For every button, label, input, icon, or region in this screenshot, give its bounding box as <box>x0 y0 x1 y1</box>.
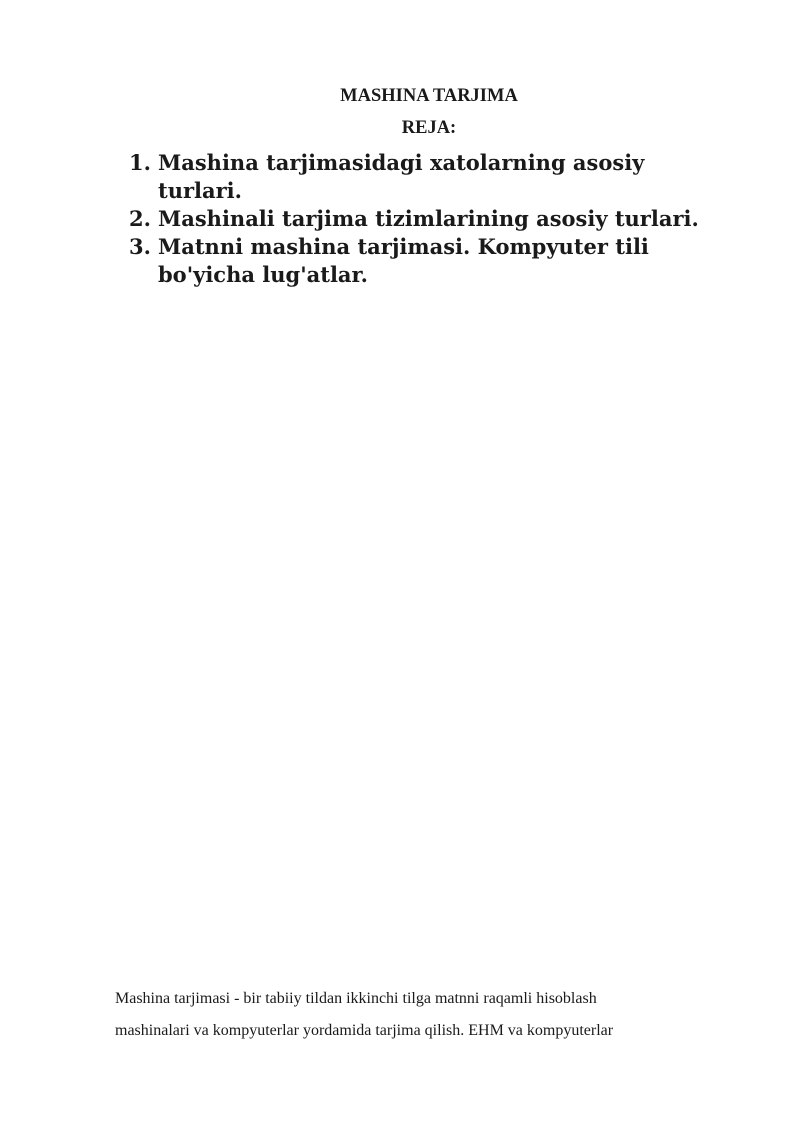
plan-item-number: 3. <box>129 234 151 259</box>
plan-item-number: 1. <box>129 150 151 175</box>
plan-item-text: Matnni mashina tarjimasi. Kompyuter tili bo'yicha lug'atlar. <box>158 234 649 287</box>
plan-item <box>129 233 709 289</box>
plan-list <box>129 149 709 289</box>
plan-item-text: Mashina tarjimasidagi xatolarning asosiy turlari. <box>158 150 645 203</box>
document-title: MASHINA TARJIMA <box>340 86 518 106</box>
body-paragraph <box>115 983 725 1047</box>
plan-item <box>129 205 709 233</box>
plan-item-number: 2. <box>129 206 151 231</box>
plan-heading: REJA: <box>401 118 457 138</box>
body-line: mashinalari va kompyuterlar yordamida tarjima qilish. EHM va kompyuterlar <box>115 1022 614 1039</box>
plan-item-text: Mashinali tarjima tizimlarining asosiy turlari. <box>158 206 699 231</box>
plan-item <box>129 149 709 205</box>
body-line: Mashina tarjimasi - bir tabiiy tildan ikkinchi tilga matnni raqamli hisoblash <box>115 990 597 1007</box>
